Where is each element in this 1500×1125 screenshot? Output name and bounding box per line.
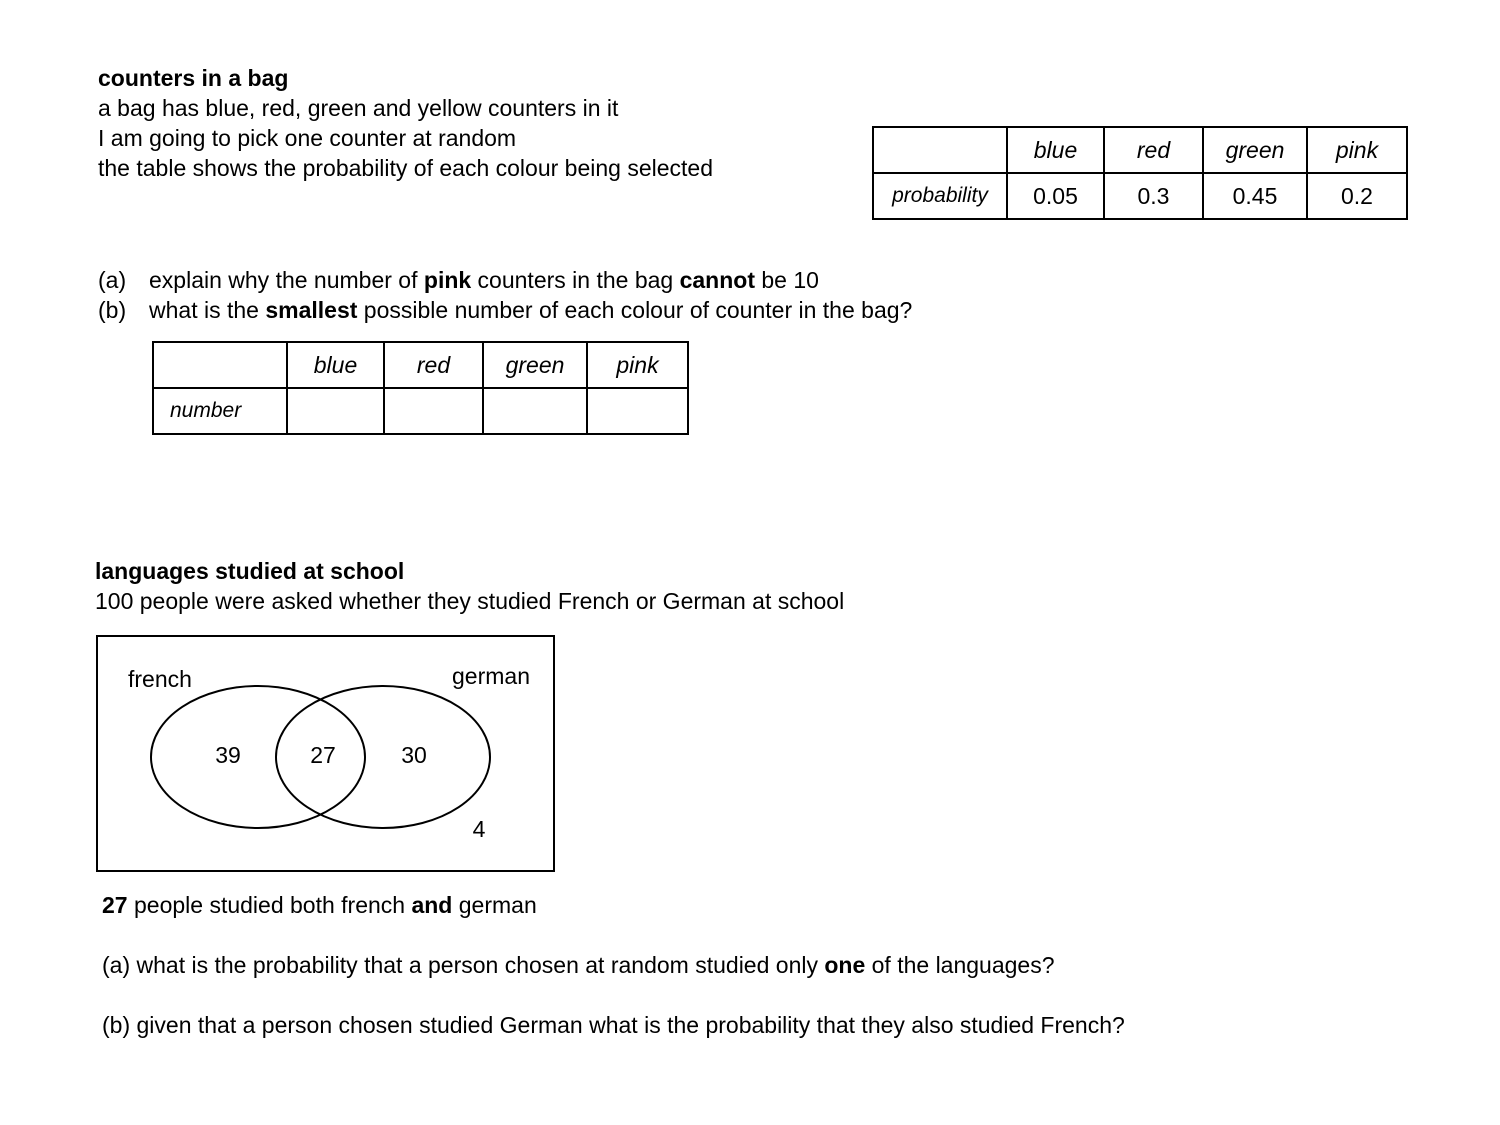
french-label: french xyxy=(128,666,192,692)
both-statement-bold-1: 27 xyxy=(102,892,128,918)
question-a-text-3: be 10 xyxy=(754,267,819,293)
question-a-bold-1: pink xyxy=(423,267,472,293)
question-b-label: (b) xyxy=(98,297,127,323)
counters-intro-line-2: I am going to pick one counter at random xyxy=(98,125,517,151)
only-french-count: 39 xyxy=(215,742,241,768)
question-a-bold-2: cannot xyxy=(679,267,755,293)
question-b-bold-1: smallest xyxy=(265,297,358,323)
question-a-text-2: counters in the bag xyxy=(471,267,680,293)
prob-value-pink: 0.2 xyxy=(1307,173,1407,219)
answer-header-green: green xyxy=(483,342,587,388)
prob-header-pink: pink xyxy=(1307,127,1407,173)
both-count: 27 xyxy=(310,742,336,768)
answer-row-label: number xyxy=(153,388,287,434)
question-b-text-2: possible number of each colour of counter in the bag? xyxy=(357,297,913,323)
prob-row-label: probability xyxy=(873,173,1007,219)
answer-cell-blue[interactable] xyxy=(287,388,384,434)
counters-question-b xyxy=(98,295,912,325)
only-german-count: 30 xyxy=(401,742,427,768)
neither-count: 4 xyxy=(472,816,486,842)
both-statement xyxy=(102,890,537,920)
answer-table xyxy=(152,341,689,435)
both-statement-text-1: people studied both french xyxy=(127,892,412,918)
both-statement-bold-2: and xyxy=(411,892,453,918)
prob-value-blue: 0.05 xyxy=(1007,173,1104,219)
languages-intro: 100 people were asked whether they studied French or German at school xyxy=(95,588,845,614)
answer-cell-red[interactable] xyxy=(384,388,483,434)
languages-question-b: (b) given that a person chosen studied German what is the probability that they also studied French? xyxy=(102,1012,1125,1038)
table-corner-cell xyxy=(873,127,1007,173)
answer-cell-pink[interactable] xyxy=(587,388,688,434)
prob-header-green: green xyxy=(1203,127,1307,173)
venn-diagram xyxy=(96,635,555,872)
answer-header-pink: pink xyxy=(587,342,688,388)
counters-title: counters in a bag xyxy=(98,65,289,91)
german-circle xyxy=(276,686,490,828)
languages-question-a-text-2: of the languages? xyxy=(865,952,1055,978)
languages-question-a-text-1: (a) what is the probability that a person chosen at random studied only xyxy=(102,952,825,978)
languages-question-a xyxy=(102,950,1055,980)
venn-svg xyxy=(98,637,553,870)
answer-corner-cell xyxy=(153,342,287,388)
counters-intro-line-1: a bag has blue, red, green and yellow counters in it xyxy=(98,95,619,121)
counters-question-a xyxy=(98,265,819,295)
question-a-label: (a) xyxy=(98,267,127,293)
answer-cell-green[interactable] xyxy=(483,388,587,434)
answer-header-blue: blue xyxy=(287,342,384,388)
question-b-text-1: what is the xyxy=(149,297,266,323)
languages-title: languages studied at school xyxy=(95,558,405,584)
languages-question-a-bold: one xyxy=(824,952,866,978)
prob-value-red: 0.3 xyxy=(1104,173,1203,219)
prob-header-red: red xyxy=(1104,127,1203,173)
answer-header-red: red xyxy=(384,342,483,388)
german-label: german xyxy=(452,663,530,689)
both-statement-text-2: german xyxy=(452,892,537,918)
counters-intro-line-3: the table shows the probability of each colour being selected xyxy=(98,155,714,181)
prob-value-green: 0.45 xyxy=(1203,173,1307,219)
question-a-text-1: explain why the number of xyxy=(149,267,424,293)
prob-header-blue: blue xyxy=(1007,127,1104,173)
probability-table xyxy=(872,126,1408,220)
